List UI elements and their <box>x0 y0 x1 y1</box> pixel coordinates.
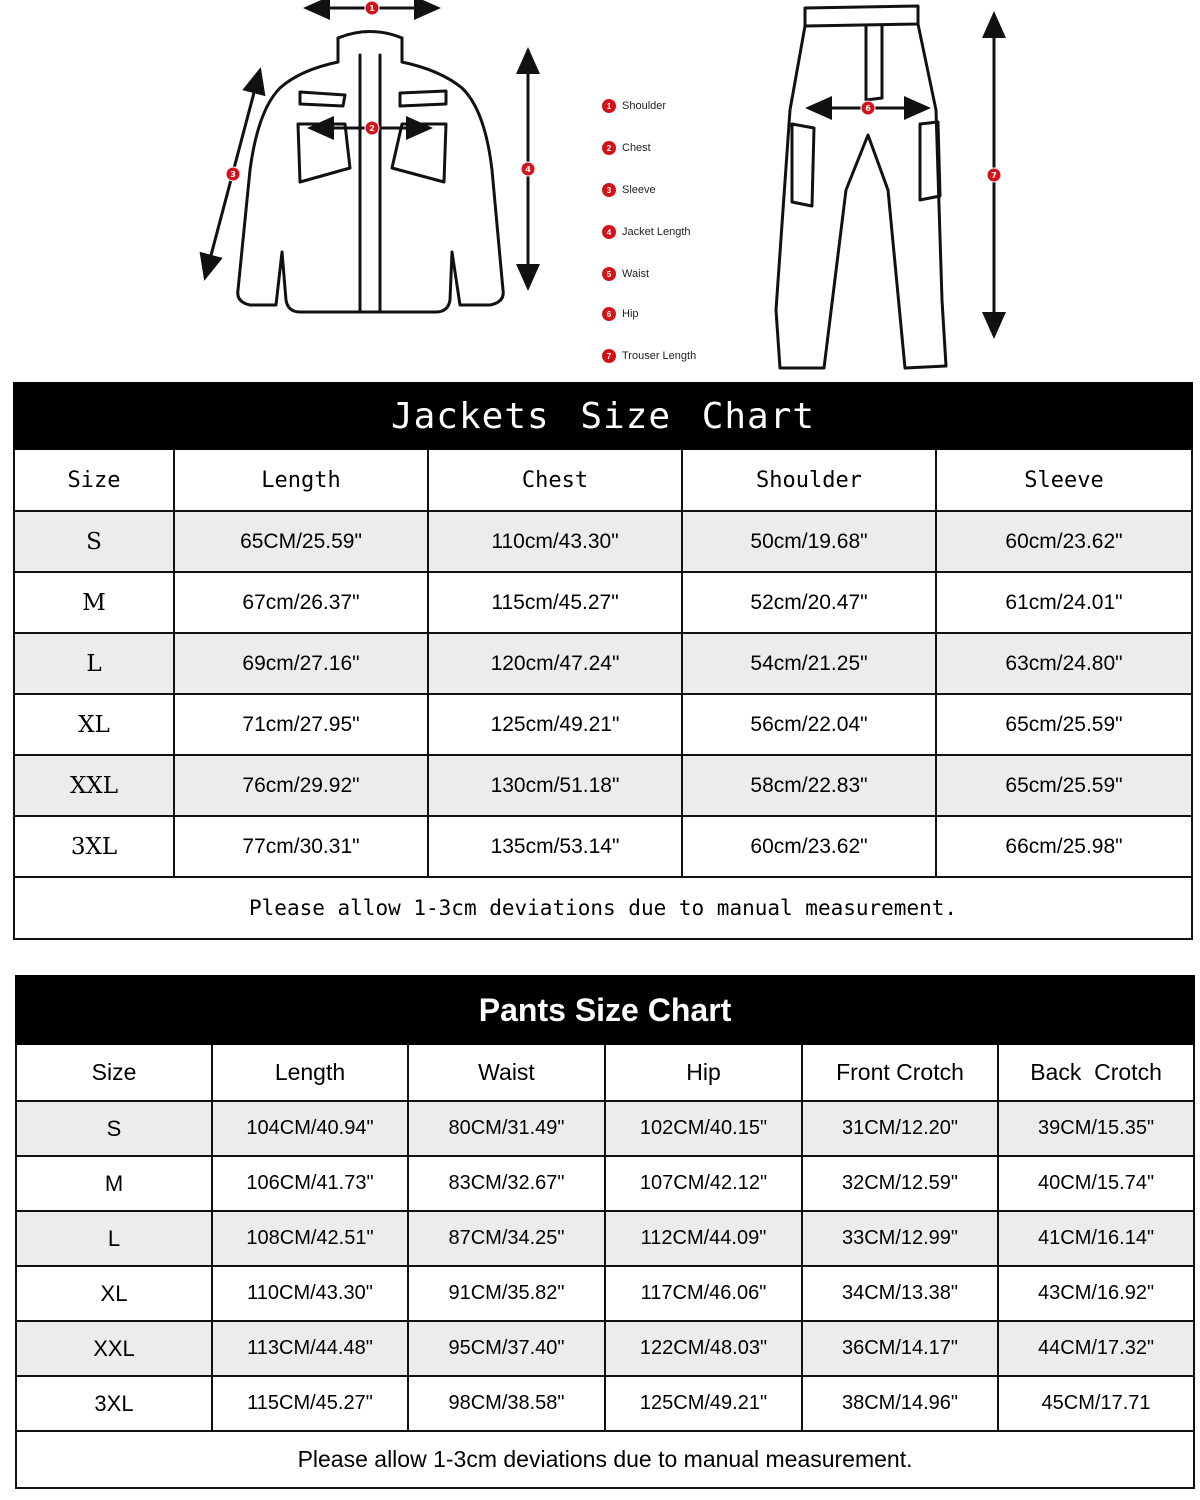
legend-number-badge: 1 <box>602 99 616 113</box>
table-cell: 69cm/27.16" <box>174 633 428 694</box>
table-cell: 125cm/49.21" <box>428 694 682 755</box>
table-row <box>16 1321 1194 1376</box>
table-cell: 98CM/38.58" <box>408 1376 605 1431</box>
table-cell: 135cm/53.14" <box>428 816 682 877</box>
table-cell: 44CM/17.32" <box>998 1321 1194 1376</box>
jacket-drawing <box>238 32 503 313</box>
table-cell: 102CM/40.15" <box>605 1101 802 1156</box>
column-header-shoulder: Shoulder <box>682 449 936 511</box>
size-cell: M <box>16 1156 212 1211</box>
column-header-sleeve: Sleeve <box>936 449 1192 511</box>
table-cell: 110cm/43.30" <box>428 511 682 572</box>
table-cell: 39CM/15.35" <box>998 1101 1194 1156</box>
table-cell: 106CM/41.73" <box>212 1156 408 1211</box>
table-cell: 120cm/47.24" <box>428 633 682 694</box>
legend-item-hip <box>602 304 639 324</box>
legend-number-badge: 4 <box>602 225 616 239</box>
table-cell: 38CM/14.96" <box>802 1376 998 1431</box>
table-cell: 67cm/26.37" <box>174 572 428 633</box>
table-cell: 76cm/29.92" <box>174 755 428 816</box>
table-cell: 95CM/37.40" <box>408 1321 605 1376</box>
table-cell: 125CM/49.21" <box>605 1376 802 1431</box>
table-row <box>14 694 1192 755</box>
column-header-length: Length <box>174 449 428 511</box>
table-cell: 87CM/34.25" <box>408 1211 605 1266</box>
legend-item-shoulder <box>602 96 666 116</box>
legend-number-badge: 7 <box>602 349 616 363</box>
table-row <box>14 511 1192 572</box>
table-cell: 107CM/42.12" <box>605 1156 802 1211</box>
legend-label: Chest <box>622 142 651 154</box>
table-cell: 63cm/24.80" <box>936 633 1192 694</box>
column-header-front-crotch: Front Crotch <box>802 1044 998 1101</box>
size-cell: XXL <box>14 755 174 816</box>
table-row <box>16 1376 1194 1431</box>
column-header-length: Length <box>212 1044 408 1101</box>
table-cell: 65cm/25.59" <box>936 694 1192 755</box>
pants-table-title: Pants Size Chart <box>16 976 1194 1044</box>
table-cell: 122CM/48.03" <box>605 1321 802 1376</box>
table-cell: 117CM/46.06" <box>605 1266 802 1321</box>
table-cell: 65cm/25.59" <box>936 755 1192 816</box>
table-cell: 33CM/12.99" <box>802 1211 998 1266</box>
table-cell: 52cm/20.47" <box>682 572 936 633</box>
table-row <box>14 633 1192 694</box>
table-row <box>16 1266 1194 1321</box>
size-cell: 3XL <box>14 816 174 877</box>
table-cell: 77cm/30.31" <box>174 816 428 877</box>
legend-item-chest <box>602 138 651 158</box>
table-cell: 32CM/12.59" <box>802 1156 998 1211</box>
svg-text:7: 7 <box>991 171 997 180</box>
column-header-size: Size <box>14 449 174 511</box>
trousers-drawing <box>776 6 946 368</box>
legend-label: Jacket Length <box>622 226 691 238</box>
table-row <box>14 755 1192 816</box>
pants-deviation-note: Please allow 1-3cm deviations due to manual measurement. <box>16 1431 1194 1488</box>
table-cell: 60cm/23.62" <box>936 511 1192 572</box>
legend-number-badge: 2 <box>602 141 616 155</box>
table-cell: 41CM/16.14" <box>998 1211 1194 1266</box>
svg-text:6: 6 <box>865 104 871 113</box>
table-cell: 56cm/22.04" <box>682 694 936 755</box>
size-cell: XXL <box>16 1321 212 1376</box>
table-cell: 91CM/35.82" <box>408 1266 605 1321</box>
table-cell: 130cm/51.18" <box>428 755 682 816</box>
table-row <box>14 572 1192 633</box>
table-cell: 45CM/17.71 <box>998 1376 1194 1431</box>
legend-item-sleeve <box>602 180 656 200</box>
column-header-waist: Waist <box>408 1044 605 1101</box>
size-cell: S <box>14 511 174 572</box>
table-cell: 43CM/16.92" <box>998 1266 1194 1321</box>
size-cell: S <box>16 1101 212 1156</box>
table-cell: 83CM/32.67" <box>408 1156 605 1211</box>
legend-label: Sleeve <box>622 184 656 196</box>
table-cell: 104CM/40.94" <box>212 1101 408 1156</box>
table-cell: 113CM/44.48" <box>212 1321 408 1376</box>
table-cell: 36CM/14.17" <box>802 1321 998 1376</box>
table-cell: 65CM/25.59" <box>174 511 428 572</box>
jackets-deviation-note: Please allow 1-3cm deviations due to manual measurement. <box>14 877 1192 939</box>
legend-item-jacket-length <box>602 222 691 242</box>
table-cell: 40CM/15.74" <box>998 1156 1194 1211</box>
legend-label: Shoulder <box>622 100 667 112</box>
size-cell: L <box>14 633 174 694</box>
table-cell: 58cm/22.83" <box>682 755 936 816</box>
legend-label: Hip <box>622 308 639 320</box>
column-header-hip: Hip <box>605 1044 802 1101</box>
legend-number-badge: 3 <box>602 183 616 197</box>
table-row <box>16 1211 1194 1266</box>
table-row <box>14 816 1192 877</box>
table-cell: 66cm/25.98" <box>936 816 1192 877</box>
table-cell: 115cm/45.27" <box>428 572 682 633</box>
table-cell: 34CM/13.38" <box>802 1266 998 1321</box>
table-cell: 108CM/42.51" <box>212 1211 408 1266</box>
table-cell: 110CM/43.30" <box>212 1266 408 1321</box>
legend-number-badge: 5 <box>602 267 616 281</box>
table-cell: 115CM/45.27" <box>212 1376 408 1431</box>
table-cell: 54cm/21.25" <box>682 633 936 694</box>
table-cell: 61cm/24.01" <box>936 572 1192 633</box>
table-cell: 50cm/19.68" <box>682 511 936 572</box>
size-cell: XL <box>16 1266 212 1321</box>
table-cell: 80CM/31.49" <box>408 1101 605 1156</box>
garment-diagram <box>0 0 1200 380</box>
column-header-back-crotch: Back Crotch <box>998 1044 1194 1101</box>
table-row <box>16 1101 1194 1156</box>
size-cell: XL <box>14 694 174 755</box>
legend-item-trouser-length <box>602 346 696 366</box>
legend-item-waist <box>602 264 649 284</box>
jackets-size-table <box>13 382 1193 940</box>
pants-size-table <box>15 975 1195 1489</box>
svg-text:1: 1 <box>369 4 375 13</box>
table-cell: 31CM/12.20" <box>802 1101 998 1156</box>
svg-text:4: 4 <box>525 165 531 174</box>
column-header-chest: Chest <box>428 449 682 511</box>
svg-text:3: 3 <box>230 170 236 179</box>
table-cell: 60cm/23.62" <box>682 816 936 877</box>
measurement-illustration <box>0 0 1200 380</box>
table-cell: 71cm/27.95" <box>174 694 428 755</box>
legend-label: Waist <box>622 268 650 280</box>
size-cell: M <box>14 572 174 633</box>
table-cell: 112CM/44.09" <box>605 1211 802 1266</box>
legend-label: Trouser Length <box>622 350 697 362</box>
size-cell: 3XL <box>16 1376 212 1431</box>
legend-number-badge: 6 <box>602 307 616 321</box>
size-cell: L <box>16 1211 212 1266</box>
column-header-size: Size <box>16 1044 212 1101</box>
jackets-table-title: Jackets Size Chart <box>14 383 1192 449</box>
table-row <box>16 1156 1194 1211</box>
svg-text:2: 2 <box>369 124 375 133</box>
